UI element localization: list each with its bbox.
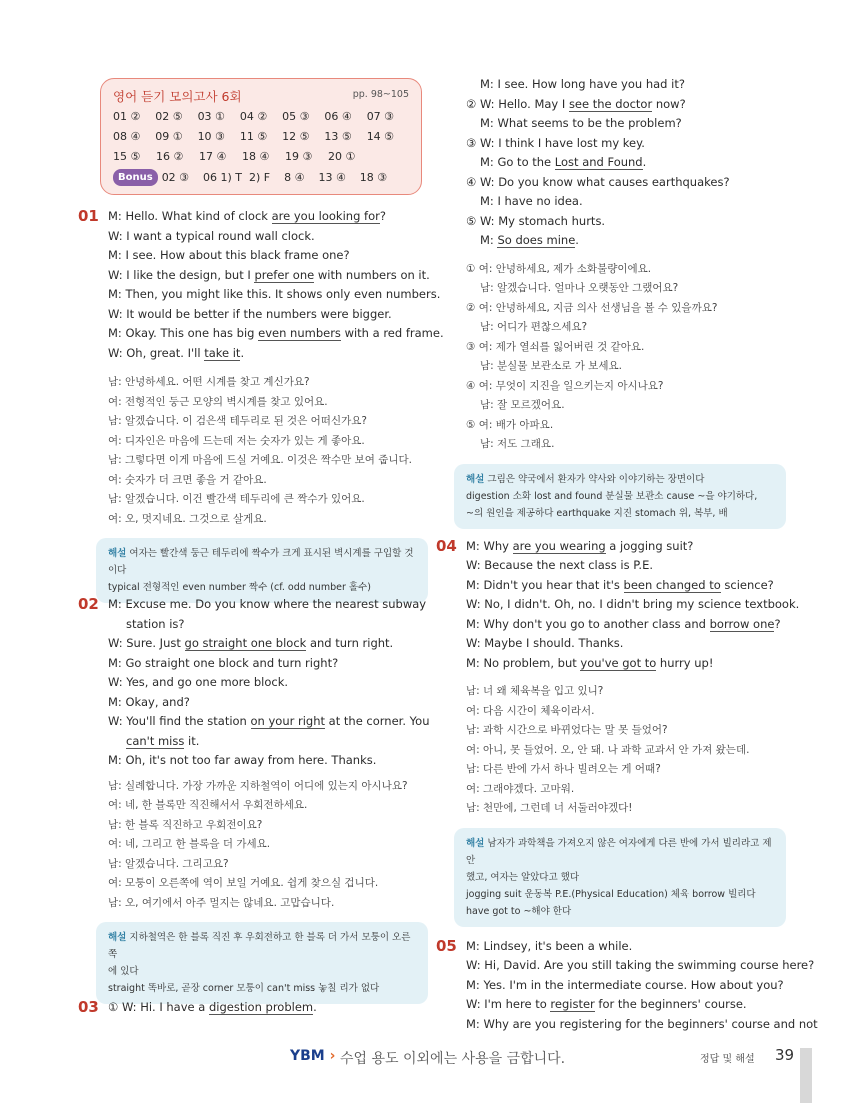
- translation-line: 남: 알겠습니다. 얼마나 오랫동안 그랬어요?: [480, 282, 679, 294]
- explanation-box: [96, 922, 428, 1004]
- answer-blank: borrow one: [709, 616, 775, 631]
- question-03-start: [78, 998, 428, 1018]
- translation-line: 남: 천만에, 그런데 너 서둘러야겠다!: [466, 802, 633, 814]
- ybm-logo: YBM ›: [290, 1048, 336, 1064]
- question-number: 04: [436, 536, 457, 555]
- dialogue-line: station is?: [126, 616, 185, 631]
- answer-item: 17 ④: [199, 150, 227, 163]
- translation-line: 여: 모퉁이 오른쪽에 역이 보일 거예요. 쉽게 찾으실 겁니다.: [108, 877, 379, 889]
- explanation-box: [454, 464, 786, 529]
- question-05: [436, 936, 818, 1035]
- page-number: 39: [775, 1046, 795, 1064]
- translation-line: 남: 어디가 편찮으세요?: [480, 321, 588, 333]
- dialogue-line: M: I have no idea.: [480, 194, 583, 208]
- dialogue-line: W: Maybe I should. Thanks.: [466, 636, 624, 650]
- translation-line: ② 여: 안녕하세요, 지금 의사 선생님을 볼 수 있을까요?: [466, 301, 718, 314]
- dialogue-line: W: Sure. Just go straight one block and turn right.: [108, 636, 394, 650]
- answer-item: 07 ③: [366, 110, 395, 123]
- vocab-line: straight 똑바로, 곧장 corner 모퉁이 can't miss 놓칠 리가 없다: [108, 983, 380, 994]
- explanation-line: 남자가 과학책을 가져오지 않은 여자에게 다른 반에 가서 빌리라고 제안: [466, 837, 772, 866]
- translation-line: 여: 전형적인 둥근 모양의 벽시계를 찾고 있어요.: [108, 395, 328, 408]
- translation-line: 남: 실례합니다. 가장 가까운 지하철역이 어디에 있는지 아시나요?: [108, 779, 408, 792]
- translation-line: 남: 저도 그래요.: [480, 438, 555, 450]
- question-01: [78, 207, 444, 603]
- explanation-line: 여자는 빨간색 둥근 테두리에 짝수가 크게 표시된 벽시계를 구입할 것이다: [108, 548, 414, 576]
- answer-blank: go straight one block: [184, 636, 307, 650]
- translation-line: 여: 다음 시간이 체육이라서.: [466, 704, 595, 717]
- dialogue-line: M: Then, you might like this. It shows only even numbers.: [108, 287, 441, 301]
- answer-item: 02 ⑤: [155, 110, 183, 123]
- answer-item: 10 ③: [197, 130, 225, 143]
- dialogue-line: M: Okay, and?: [108, 694, 190, 709]
- translation-line: 여: 숫자가 더 크면 좋을 거 같아요.: [108, 473, 267, 486]
- dialogue-line: W: It would be better if the numbers were bigger.: [108, 306, 392, 321]
- dialogue-line: M: So does mine.: [480, 233, 579, 247]
- dialogue-line: W: Hi, David. Are you still taking the swimming course here?: [466, 958, 815, 972]
- translation-line: ⑤ 여: 배가 아파요.: [466, 418, 554, 431]
- answer-blank: Lost and Found: [554, 155, 643, 169]
- right-column: [436, 75, 818, 1034]
- dialogue-line: M: Why are you registering for the beginners' course and not: [466, 1016, 818, 1031]
- answer-blank: digestion problem: [208, 1000, 314, 1014]
- dialogue-line: W: Because the next class is P.E.: [466, 558, 653, 572]
- question-04: [436, 536, 800, 927]
- dialogue-line: M: Hello. What kind of clock are you looking for?: [108, 209, 386, 223]
- translation-line: 여: 네, 그리고 한 블록을 더 가세요.: [108, 838, 271, 850]
- dialogue-line: W: You'll find the station on your right at the corner. You: [108, 714, 430, 728]
- answer-item: 18 ④: [242, 150, 270, 163]
- dialogue-line: M: Lindsey, it's been a while.: [466, 938, 633, 953]
- answer-item: 15 ⑤: [113, 150, 141, 163]
- translation-line: 남: 그렇다면 이게 마음에 드실 거예요. 이것은 짝수만 보여 줍니다.: [108, 454, 412, 466]
- translation-line: 여: 아니, 못 들었어. 오, 안 돼. 나 과학 교과서 안 가져 왔는데.: [466, 743, 750, 756]
- answer-item: 04 ②: [239, 110, 268, 123]
- answer-item: 06 ④: [324, 110, 352, 123]
- bonus-badge: Bonus: [113, 169, 158, 186]
- translation-line: ④ 여: 무엇이 지진을 일으키는지 아시나요?: [466, 379, 664, 392]
- translation-line: 여: 네, 한 블록만 직진해서서 우회전하세요.: [108, 799, 308, 811]
- dialogue-line: M: No problem, but you've got to hurry up!: [466, 655, 714, 670]
- answer-row: [113, 128, 409, 145]
- explanation-head: 해설: [466, 473, 485, 485]
- translation-line: 여: 디자인은 마음에 드는데 저는 숫자가 있는 게 좋아요.: [108, 434, 365, 447]
- vocab-line: ~의 원인을 제공하다 earthquake 지진 stomach 위, 복부, 배: [466, 507, 728, 519]
- dialogue-line: M: Why don't you go to another class and borrow one?: [466, 616, 781, 631]
- dialogue-line: M: Okay. This one has big even numbers with a red frame.: [108, 326, 444, 340]
- question-number: 05: [436, 936, 457, 955]
- answer-item: 19 ③: [285, 150, 313, 163]
- usage-notice: 수업 용도 이외에는 사용을 금합니다.: [340, 1051, 566, 1067]
- answer-key-pages: pp. 98~105: [352, 89, 409, 100]
- answer-key-box: [100, 78, 422, 195]
- explanation-box: [96, 538, 428, 603]
- explanation-head: 해설: [466, 837, 485, 849]
- explanation-line: 했고, 여자는 알았다고 했다: [466, 871, 580, 883]
- answer-item: 05 ③: [282, 110, 310, 123]
- vocab-line: typical 전형적인 even number 짝수 (cf. odd number 홀수): [108, 582, 371, 593]
- translation-line: 남: 알겠습니다. 이건 빨간색 테두리에 큰 짝수가 있어요.: [108, 493, 365, 505]
- answer-blank: you've got to: [580, 655, 657, 670]
- translation-line: ③ 여: 제가 열쇠를 잃어버린 것 같아요.: [466, 340, 645, 353]
- answer-row: [113, 108, 409, 125]
- translation-line: 남: 분실물 보관소로 가 보세요.: [480, 360, 622, 372]
- translation-line: 남: 잘 모르겠어요.: [480, 399, 565, 411]
- answer-blank: can't miss: [126, 733, 185, 748]
- dialogue-line: ④ W: Do you know what causes earthquakes?: [466, 174, 730, 189]
- answer-blank: are you looking for: [271, 209, 380, 223]
- dialogue-line: W: I want a typical round wall clock.: [108, 228, 315, 243]
- section-label: 정답 및 해설: [700, 1054, 755, 1065]
- dialogue-line: W: I'm here to register for the beginners' course.: [466, 997, 747, 1011]
- answer-item: 03 ①: [197, 110, 225, 123]
- page-edge-bar: [800, 1048, 812, 1103]
- question-02: [78, 595, 428, 1004]
- answer-blank: see the doctor: [568, 96, 653, 111]
- question-number: 01: [78, 207, 99, 225]
- answer-item: 08 ④: [113, 130, 141, 143]
- answer-blank: been changed to: [623, 577, 721, 592]
- question-number: 02: [78, 595, 99, 613]
- answer-item: 16 ②: [156, 150, 184, 163]
- answer-blank: are you wearing: [512, 538, 606, 553]
- answer-blank: even numbers: [258, 326, 341, 340]
- translation-line: 남: 알겠습니다. 그리고요?: [108, 857, 229, 870]
- answer-blank: prefer one: [254, 267, 315, 282]
- translation-line: 남: 다른 반에 가서 하나 빌려오는 게 어때?: [466, 763, 661, 775]
- translation-line: 남: 안녕하세요. 어떤 시계를 찾고 계신가요?: [108, 376, 310, 388]
- dialogue-line: M: Yes. I'm in the intermediate course. How about you?: [466, 977, 784, 992]
- dialogue-line: ③ W: I think I have lost my key.: [466, 135, 645, 150]
- explanation-head: 해설: [108, 548, 127, 559]
- answer-item: 01 ②: [113, 110, 141, 123]
- vocab-line: jogging suit 운동복 P.E.(Physical Education) 체육 borrow 빌리다: [466, 888, 756, 900]
- dialogue-line: can't miss it.: [126, 733, 200, 748]
- dialogue-line: M: Excuse me. Do you know where the nearest subway: [108, 597, 427, 611]
- dialogue-line: M: Go to the Lost and Found.: [480, 155, 647, 169]
- answer-row: [113, 148, 409, 165]
- explanation-line: 에 있다: [108, 966, 139, 977]
- bonus-answers: 02 ③ 06 1) T 2) F 8 ④ 13 ④ 18 ③: [161, 171, 388, 184]
- vocab-line: digestion 소화 lost and found 분실물 보관소 cause ~을 야기하다,: [466, 490, 758, 502]
- explanation-line: 그림은 약국에서 환자가 약사와 이야기하는 장면이다: [487, 473, 705, 485]
- translation-line: 남: 너 왜 체육복을 입고 있니?: [466, 685, 604, 697]
- dialogue-line: ② W: Hello. May I see the doctor now?: [466, 96, 686, 111]
- answer-item: 14 ⑤: [366, 130, 395, 143]
- translation-line: ① 여: 안녕하세요, 제가 소화불량이에요.: [466, 262, 652, 275]
- dialogue-line: W: Yes, and go one more block.: [108, 675, 289, 689]
- translation-line: 남: 과학 시간으로 바뀌었다는 말 못 들었어?: [466, 724, 668, 736]
- translation-line: 여: 오, 멋지네요. 그것으로 살게요.: [108, 512, 267, 525]
- translation-line: 남: 알겠습니다. 이 검은색 테두리로 된 것은 어떠신가요?: [108, 415, 367, 427]
- answer-item: 11 ⑤: [239, 130, 268, 143]
- dialogue-line: M: What seems to be the problem?: [480, 116, 682, 130]
- dialogue-line: M: Why are you wearing a jogging suit?: [466, 538, 694, 553]
- question-number: 03: [78, 998, 99, 1016]
- translation-line: 남: 오, 여기에서 아주 멀지는 않네요. 고맙습니다.: [108, 896, 335, 909]
- explanation-box: [454, 828, 786, 927]
- answer-blank: So does mine: [497, 233, 576, 247]
- answer-blank: on your right: [250, 714, 326, 728]
- vocab-line: have got to ~해야 한다: [466, 905, 572, 917]
- explanation-head: 해설: [108, 932, 127, 943]
- translation-line: 남: 한 블록 직진하고 우회전이요?: [108, 818, 263, 831]
- answer-blank: take it: [204, 345, 241, 360]
- dialogue-line: M: Oh, it's not too far away from here. Thanks.: [108, 753, 377, 767]
- explanation-line: 지하철역은 한 블록 직진 후 우회전하고 한 블록 더 가서 모퉁이 오른쪽: [108, 932, 411, 960]
- answer-blank: register: [550, 997, 595, 1011]
- dialogue-line: M: Go straight one block and turn right?: [108, 655, 339, 670]
- answer-item: 09 ①: [155, 130, 183, 143]
- dialogue-line: M: Didn't you hear that it's been changed to science?: [466, 577, 774, 592]
- answer-item: 13 ⑤: [324, 130, 352, 143]
- answer-item: 20 ①: [328, 150, 356, 163]
- dialogue-line: W: I like the design, but I prefer one with numbers on it.: [108, 267, 430, 282]
- translation-line: 여: 그래야겠다. 고마워.: [466, 782, 575, 795]
- answer-key-title: 영어 듣기 모의고사 6회: [113, 89, 242, 104]
- dialogue-line: ⑤ W: My stomach hurts.: [466, 213, 606, 228]
- dialogue-line: ① W: Hi. I have a digestion problem.: [108, 1000, 317, 1014]
- dialogue-line: M: I see. How long have you had it?: [480, 77, 685, 91]
- dialogue-line: W: No, I didn't. Oh, no. I didn't bring my science textbook.: [466, 597, 800, 611]
- dialogue-line: M: I see. How about this black frame one?: [108, 248, 350, 262]
- answer-item: 12 ⑤: [282, 130, 310, 143]
- dialogue-line: W: Oh, great. I'll take it.: [108, 345, 245, 360]
